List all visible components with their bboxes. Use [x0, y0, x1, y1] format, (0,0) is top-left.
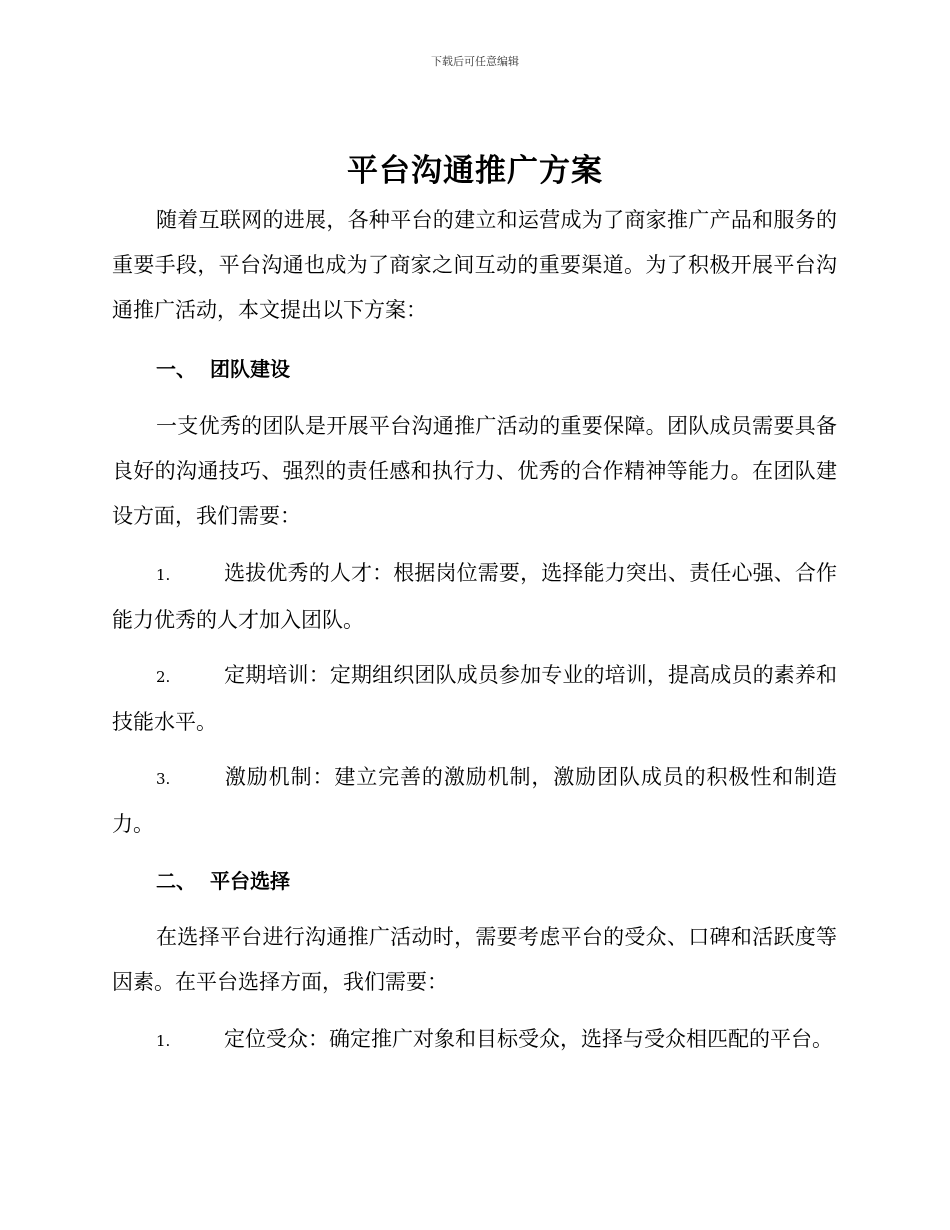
list-item-number: 2.	[156, 668, 171, 686]
list-item-number: 1.	[156, 1032, 171, 1050]
list-item-text: 定期培训：定期组织团队成员参加专业的培训，提高成员的素养和技能水平。	[112, 663, 837, 734]
list-item-number: 1.	[156, 566, 171, 584]
list-item	[112, 755, 837, 847]
section-title: 平台选择	[210, 869, 290, 893]
section-body-platform: 在选择平台进行沟通推广活动时，需要考虑平台的受众、口碑和活跃度等因素。在平台选择方面，我们需要：	[112, 925, 837, 994]
intro-paragraph: 随着互联网的进展，各种平台的建立和运营成为了商家推广产品和服务的重要手段，平台沟通也成为了商家之间互动的重要渠道。为了积极开展平台沟通推广活动，本文提出以下方案：	[112, 208, 837, 322]
document-title: 平台沟通推广方案	[347, 153, 603, 189]
list-item	[112, 1017, 837, 1064]
list-item-text: 定位受众：确定推广对象和目标受众，选择与受众相匹配的平台。	[224, 1027, 833, 1051]
page-header-note: 下载后可任意编辑	[431, 55, 519, 68]
list-item-text: 选拔优秀的人才：根据岗位需要，选择能力突出、责任心强、合作能力优秀的人才加入团队。	[112, 561, 837, 632]
section-heading-platform	[156, 866, 290, 896]
list-item-text: 激励机制：建立完善的激励机制，激励团队成员的积极性和制造力。	[112, 765, 837, 836]
list-item	[112, 653, 837, 745]
section-heading-team	[156, 354, 290, 384]
section-title: 团队建设	[210, 357, 290, 381]
section-number: 一、	[156, 357, 196, 381]
section-number: 二、	[156, 869, 196, 893]
section-body-team: 一支优秀的团队是开展平台沟通推广活动的重要保障。团队成员需要具备良好的沟通技巧、强烈的责任感和执行力、优秀的合作精神等能力。在团队建设方面，我们需要：	[112, 414, 837, 528]
list-item-number: 3.	[156, 770, 171, 788]
list-item	[112, 551, 837, 643]
